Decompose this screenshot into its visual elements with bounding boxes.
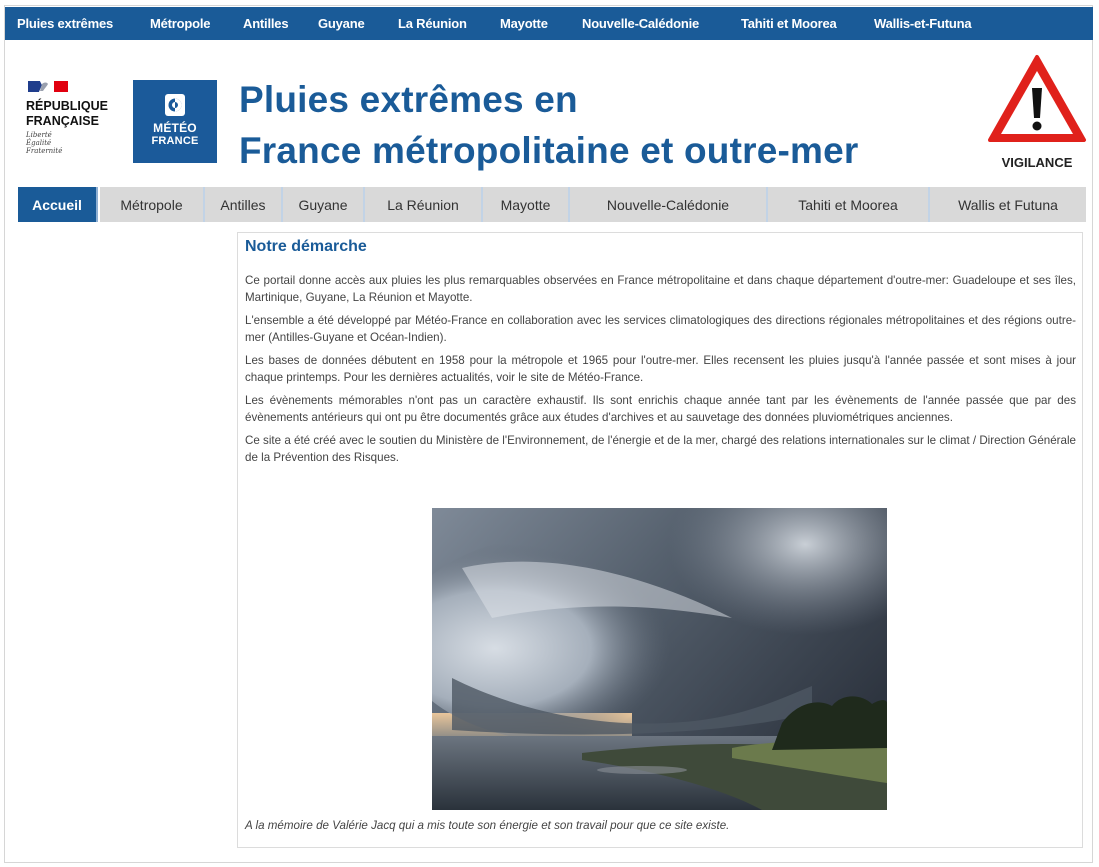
meteo-france-wordmark: MÉTÉO FRANCE bbox=[151, 121, 199, 147]
paragraph-1: Ce portail donne accès aux pluies les plus remarquables observées en France métropolitaine et dans chaque département d'outre-mer: Guadeloupe et ses îles, Martinique, Guyane, La Réunion et Mayotte. bbox=[245, 274, 1076, 304]
meteo-france-emblem-icon bbox=[165, 94, 185, 121]
tab-nouvelle-caledonie[interactable]: Nouvelle-Calédonie bbox=[570, 187, 768, 222]
page-title-line-1: Pluies extrêmes en bbox=[239, 79, 578, 120]
main-tab-bar bbox=[0, 187, 1099, 223]
paragraph-3: Les bases de données débutent en 1958 pour la métropole et 1965 pour l'outre-mer. Elles recensent les pluies jusqu'à l'année passée et sont mises à jour chaque printemps. Pour les dernières actualités, voir le site de Météo-France. bbox=[245, 354, 1076, 384]
topnav-link-tahiti-moorea[interactable]: Tahiti et Moorea bbox=[741, 16, 837, 31]
photo-caption: A la mémoire de Valérie Jacq qui a mis toute son énergie et son travail pour que ce site existe. bbox=[245, 819, 730, 832]
content-panel bbox=[237, 232, 1083, 848]
paragraph-4: Les évènements mémorables n'ont pas un caractère exhaustif. Ils sont enrichis chaque année tant par les évènements de l'année passée que par des évènements antérieurs qui ont pu être documentés grâce aux études d'archives et au sauvetage des données pluviométriques anciennes. bbox=[245, 394, 1076, 424]
tab-mayotte[interactable]: Mayotte bbox=[483, 187, 570, 222]
warning-triangle-icon bbox=[987, 54, 1087, 146]
tab-guyane[interactable]: Guyane bbox=[283, 187, 365, 222]
intro-text bbox=[245, 273, 1076, 473]
page-title bbox=[239, 74, 979, 176]
topnav-link-nouvelle-caledonie[interactable]: Nouvelle-Calédonie bbox=[582, 16, 700, 31]
top-navigation-bar bbox=[5, 7, 1093, 40]
vigilance-link[interactable] bbox=[987, 54, 1087, 172]
republique-francaise-wordmark: RÉPUBLIQUE FRANÇAISE bbox=[26, 99, 108, 128]
topnav-link-antilles[interactable]: Antilles bbox=[243, 16, 289, 31]
marianne-flag-icon bbox=[26, 79, 70, 94]
topnav-link-la-reunion[interactable]: La Réunion bbox=[398, 16, 467, 31]
storm-cloud-photo bbox=[432, 508, 887, 810]
tab-wallis-futuna[interactable]: Wallis et Futuna bbox=[930, 187, 1086, 222]
tab-antilles[interactable]: Antilles bbox=[205, 187, 283, 222]
tab-tahiti-moorea[interactable]: Tahiti et Moorea bbox=[768, 187, 930, 222]
topnav-link-guyane[interactable]: Guyane bbox=[318, 16, 365, 31]
topnav-link-mayotte[interactable]: Mayotte bbox=[500, 16, 548, 31]
topnav-link-pluies-extremes[interactable]: Pluies extrêmes bbox=[17, 16, 114, 31]
republique-motto: Liberté Égalité Fraternité bbox=[26, 131, 63, 155]
vigilance-label: VIGILANCE bbox=[1001, 155, 1073, 170]
tab-la-reunion[interactable]: La Réunion bbox=[365, 187, 483, 222]
paragraph-5: Ce site a été créé avec le soutien du Ministère de l'Environnement, de l'énergie et de la mer, chargé des relations internationales sur le climat / Direction Générale de la Prévention des Risques. bbox=[245, 434, 1076, 464]
page-title-line-2: France métropolitaine et outre-mer bbox=[239, 130, 859, 171]
topnav-link-metropole[interactable]: Métropole bbox=[150, 16, 211, 31]
paragraph-2: L'ensemble a été développé par Météo-France en collaboration avec les services climatologiques des directions régionales métropolitaines et des régions outre-mer (Antilles-Guyane et Océan-Indien). bbox=[245, 314, 1076, 344]
tab-metropole[interactable]: Métropole bbox=[100, 187, 205, 222]
section-heading: Notre démarche bbox=[245, 238, 367, 255]
meteo-france-logo[interactable] bbox=[133, 80, 217, 163]
tab-accueil[interactable]: Accueil bbox=[18, 187, 98, 222]
topnav-link-wallis-futuna[interactable]: Wallis-et-Futuna bbox=[874, 16, 972, 31]
republique-francaise-logo bbox=[26, 79, 126, 169]
